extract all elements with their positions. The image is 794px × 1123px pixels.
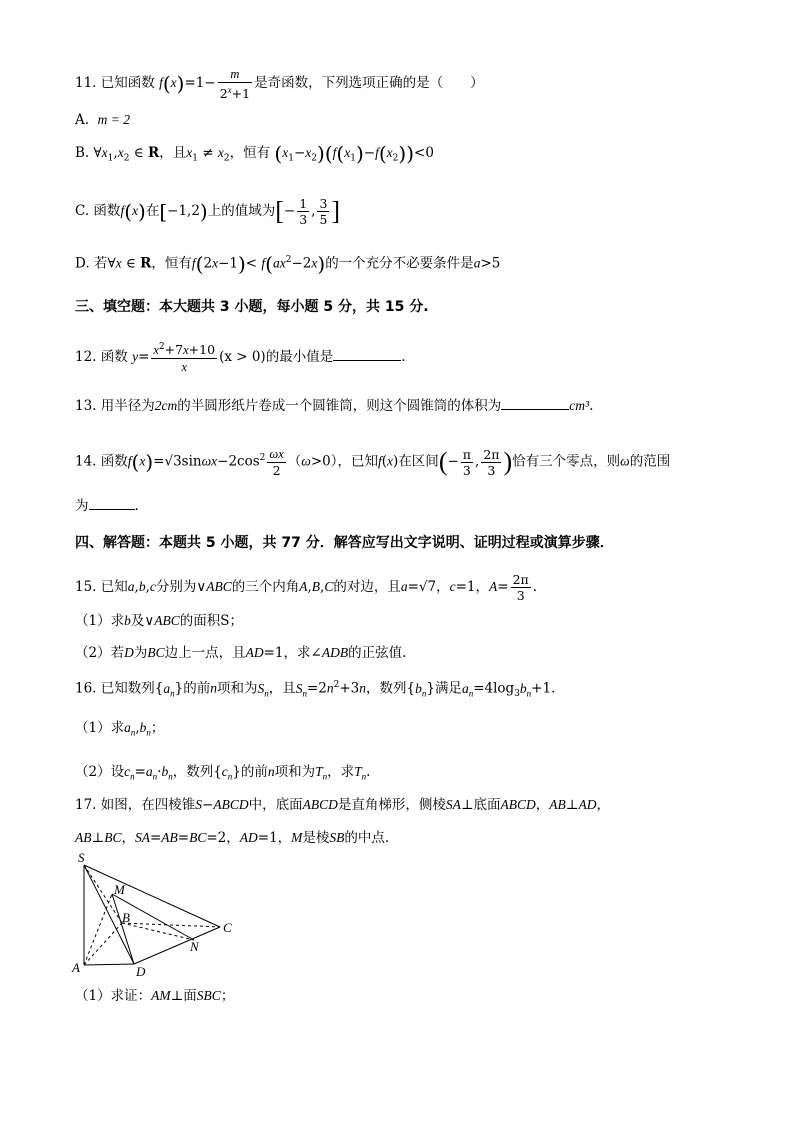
q11-option-d: D. 若∀x ∈ R，恒有$f(2x-1)< f(ax^2-2x)$的一个充分不必要条件是a>5 — [75, 252, 501, 276]
q11-option-a: A. m = 2 — [75, 112, 130, 128]
q12-answer-blank[interactable] — [333, 348, 401, 361]
label-A: A — [72, 960, 80, 975]
edge-DC — [134, 927, 220, 964]
pyramid-figure — [70, 850, 250, 980]
q14-answer-blank[interactable] — [89, 497, 135, 510]
q13: 13. 用半径为2cm的半圆形纸片卷成一个圆锥筒，则这个圆锥筒的体积为 cm³. — [75, 398, 594, 414]
edge-AM — [84, 894, 112, 965]
q17-part1: （1）求证：AM⊥面SBC； — [75, 988, 235, 1004]
edge-BC — [122, 923, 220, 927]
section-4-heading: 四、解答题：本题共 5 小题，共 77 分．解答应写出文字说明、证明过程或演算步骤． — [75, 535, 614, 551]
q11-option-b: B. $\forall x_1,x_2$ ∈ R，且$x_1 \ne x_2$，恒有 $(x_1-x_2)(f(x_1)-f(x_2))<0$ — [75, 141, 434, 166]
label-N: N — [190, 939, 199, 954]
label-D: D — [136, 964, 146, 979]
q13-answer-blank[interactable] — [501, 397, 569, 410]
q16-part2: （2）设$c_n=a_n\cdot b_n$，数列$\{c_n\}$的前n项和为$T_n$，求$T_n$. — [75, 764, 371, 782]
q11-stem: 11. 已知函数 f(x)=1− $\frac{m}{2^x+1}$ 是奇函数，下列选项正确的是（ ） — [75, 67, 484, 102]
q15-part1: （1）求b及∨ABC的面积S； — [75, 613, 243, 629]
label-C: C — [223, 920, 232, 935]
q15-part2: （2）若D为BC边上一点，且AD=1，求∠ADB的正弦值. — [75, 645, 407, 661]
edge-AB — [84, 923, 122, 965]
q12: 12. 函数 y= $\frac{x^2+7x+10}{x}$ (x > 0)的最小值是 . — [75, 342, 406, 375]
edge-AD — [84, 964, 134, 965]
label-B: B — [122, 910, 130, 925]
q16: 16. 已知数列$\{a_n\}$的前n项和为$S_n$，且$S_n=2n^2+3n$，数列$\{b_n\}$满足$a_n=4\log_3b_n+1$. — [75, 680, 556, 700]
label-S: S — [78, 850, 85, 865]
q11-option-c: C. 函数f(x)在[−1,2)上的值域为[− $\frac{1}{3}$ , $\frac{3}{5}$ ] — [75, 196, 341, 227]
q14-line2: 为 . — [75, 498, 139, 514]
q15: 15. 已知a,b,c分别为∨ABC的三个内角A,B,C的对边，且a=√7，c=1，A= $\frac{2\pi}{3}$ . — [75, 572, 538, 603]
q17: 17. 如图，在四棱锥S−ABCD中，底面ABCD是直角梯形，侧棱SA⊥底面ABCD，AB⊥AD， — [75, 797, 610, 813]
q17-line2: AB⊥BC，SA=AB=BC=2，AD=1，M是棱SB的中点. — [75, 830, 390, 846]
section-3-heading: 三、填空题：本大题共 3 小题，每小题 5 分，共 15 分. — [75, 299, 429, 315]
q11-fraction: $\frac{m}{2^x+1}$ — [219, 67, 251, 102]
q16-part1: （1）求$a_n,b_n$； — [75, 720, 165, 738]
q14: 14. 函数$f(x)=√3\sin\omega x-2\cos^2$ $\frac{\omega x}{2}$ （ω>0），已知f(x)在区间(− $\frac{\pi}{3}$ , $\frac{2\pi}{3}$ )恰有三个零点，则ω的范围 — [75, 446, 671, 478]
label-M: M — [114, 882, 125, 897]
